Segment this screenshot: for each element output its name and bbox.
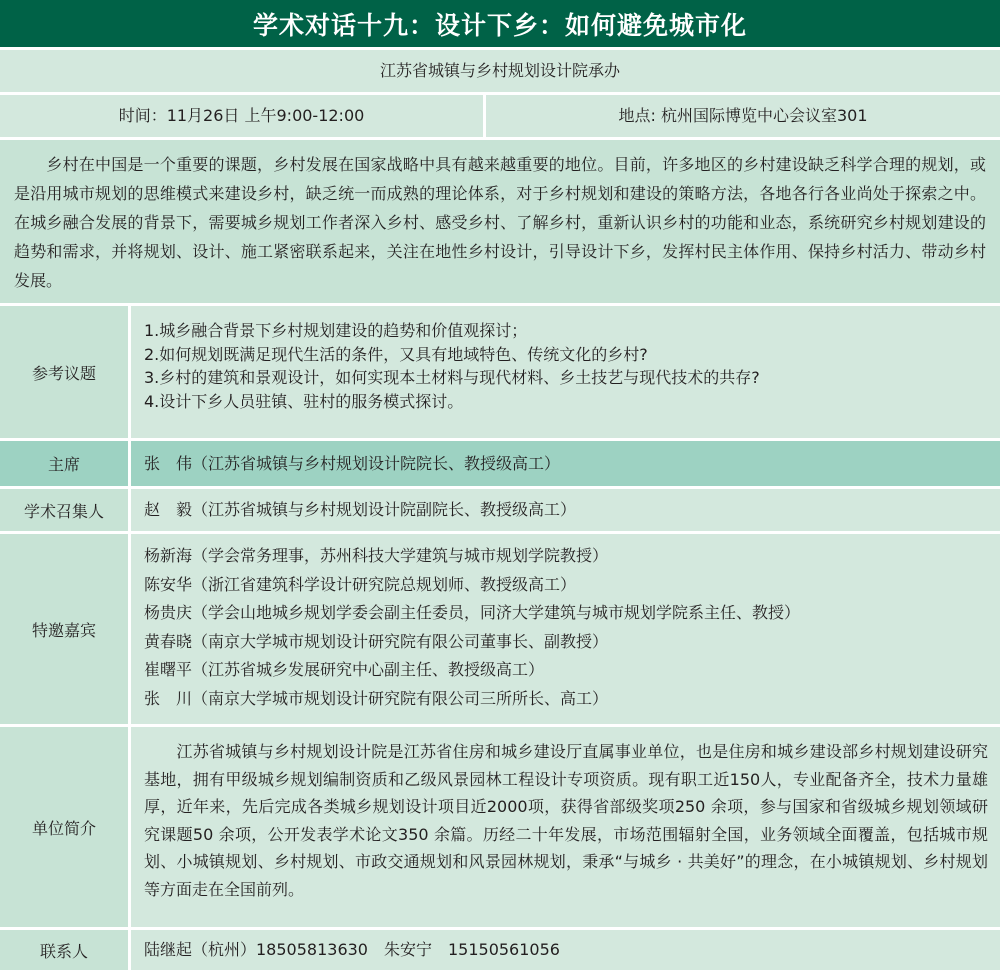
contact-value-cell <box>131 930 1000 970</box>
venue-text: 地点: 杭州国际博览中心会议室301 <box>618 106 868 125</box>
guests-label-cell <box>0 534 128 724</box>
unit-row <box>0 727 1000 927</box>
organizer-text: 江苏省城镇与乡村规划设计院承办 <box>379 61 620 80</box>
chair-label: 主席 <box>47 455 80 474</box>
convener-row <box>0 489 1000 531</box>
convener-label-cell <box>0 489 128 531</box>
unit-label: 单位简介 <box>31 818 96 838</box>
guest-item: 杨贵庆（学会山地城乡规划学委会副主任委员，同济大学建筑与城市规划学院系主任、教授） <box>144 603 801 622</box>
contact-label: 联系人 <box>39 941 88 961</box>
topics-row <box>0 306 1000 438</box>
guest-item: 杨新海（学会常务理事，苏州科技大学建筑与城市规划学院教授） <box>144 546 609 565</box>
contact-label-cell <box>0 930 128 970</box>
chair-value-cell <box>131 441 1000 486</box>
chair-value: 张 伟（江苏省城镇与乡村规划设计院院长、教授级高工） <box>144 453 561 473</box>
time-venue-row <box>0 95 1000 137</box>
convener-value-cell <box>131 489 1000 531</box>
topic-item: 4.设计下乡人员驻镇、驻村的服务模式探讨。 <box>144 391 464 411</box>
convener-label: 学术召集人 <box>23 501 104 521</box>
time-text: 时间：11月26日 上午9:00-12:00 <box>118 106 365 125</box>
chair-label-cell <box>0 441 128 486</box>
guests-list <box>131 534 1000 724</box>
topics-list <box>131 306 1000 438</box>
guest-item: 张 川（南京大学城市规划设计研究院有限公司三所所长、高工） <box>144 688 609 708</box>
unit-text-cell <box>131 727 1000 927</box>
contact-row <box>0 930 1000 970</box>
guest-item: 黄春晓（南京大学城市规划设计研究院有限公司董事长、副教授） <box>144 631 609 651</box>
venue-cell <box>486 95 1000 137</box>
contact-value: 陆继起（杭州）18505813630 朱安宁 15150561056 <box>144 940 560 959</box>
topics-label: 参考议题 <box>31 363 96 383</box>
convener-value: 赵 毅（江苏省城镇与乡村规划设计院副院长、教授级高工） <box>144 500 577 519</box>
chair-row <box>0 441 1000 486</box>
organizer-row <box>0 50 1000 92</box>
time-cell <box>0 95 483 137</box>
topic-item: 2.如何规划既满足现代生活的条件，又具有地域特色、传统文化的乡村? <box>144 344 648 364</box>
topic-item: 3.乡村的建筑和景观设计，如何实现本土材料与现代材料、乡土技艺与现代技术的共存? <box>144 368 760 387</box>
guests-label: 特邀嘉宾 <box>31 620 96 640</box>
intro-section <box>0 140 1000 303</box>
unit-label-cell <box>0 727 128 927</box>
guest-item: 陈安华（浙江省建筑科学设计研究院总规划师、教授级高工） <box>144 574 577 594</box>
topic-item: 1.城乡融合背景下乡村规划建设的趋势和价值观探讨； <box>144 321 528 340</box>
intro-paragraph: 乡村在中国是一个重要的课题，乡村发展在国家战略中具有越来越重要的地位。目前，许多地区的乡村建设缺乏科学合理的规划，或是沿用城市规划的思维模式来建设乡村，缺乏统一而成熟的理论体系，对于乡村规划和建设的策略方法，各地各行各业尚处于探索之中。在城乡融合发展的背景下，需要城乡规划工作者深入乡村、感受乡村、了解乡村，重新认识乡村的功能和业态，系统研究乡村规划建设的趋势和需求，并将规划、设计、施工紧密联系起来，关注在地性乡村设计，引导设计下乡，发挥村民主体作用、保持乡村活力、带动乡村发展。 <box>14 155 986 290</box>
guests-row <box>0 534 1000 724</box>
page-title: 学术对话十九：设计下乡：如何避免城市化 <box>0 0 1000 47</box>
topics-label-cell <box>0 306 128 438</box>
guest-item: 崔曙平（江苏省城乡发展研究中心副主任、教授级高工） <box>144 660 545 679</box>
unit-paragraph: 江苏省城镇与乡村规划设计院是江苏省住房和城乡建设厅直属事业单位，也是住房和城乡建设部乡村规划建设研究基地，拥有甲级城乡规划编制资质和乙级风景园林工程设计专项资质。现有职工近150人，专业配备齐全，技术力量雄厚，近年来，先后完成各类城乡规划设计项目近2000项，获得省部级奖项250 余项，参与国家和省级城乡规划领域研究课题50 余项，公开发表学术论文350 余篇。历经二十年发展，市场范围辐射全国，业务领域全面覆盖，包括城市规划、小城镇规划、乡村规划、市政交通规划和风景园林规划，秉承“与城乡 · 共美好”的理念，在小城镇规划、乡村规划等方面走在全国前列。 <box>144 742 988 899</box>
